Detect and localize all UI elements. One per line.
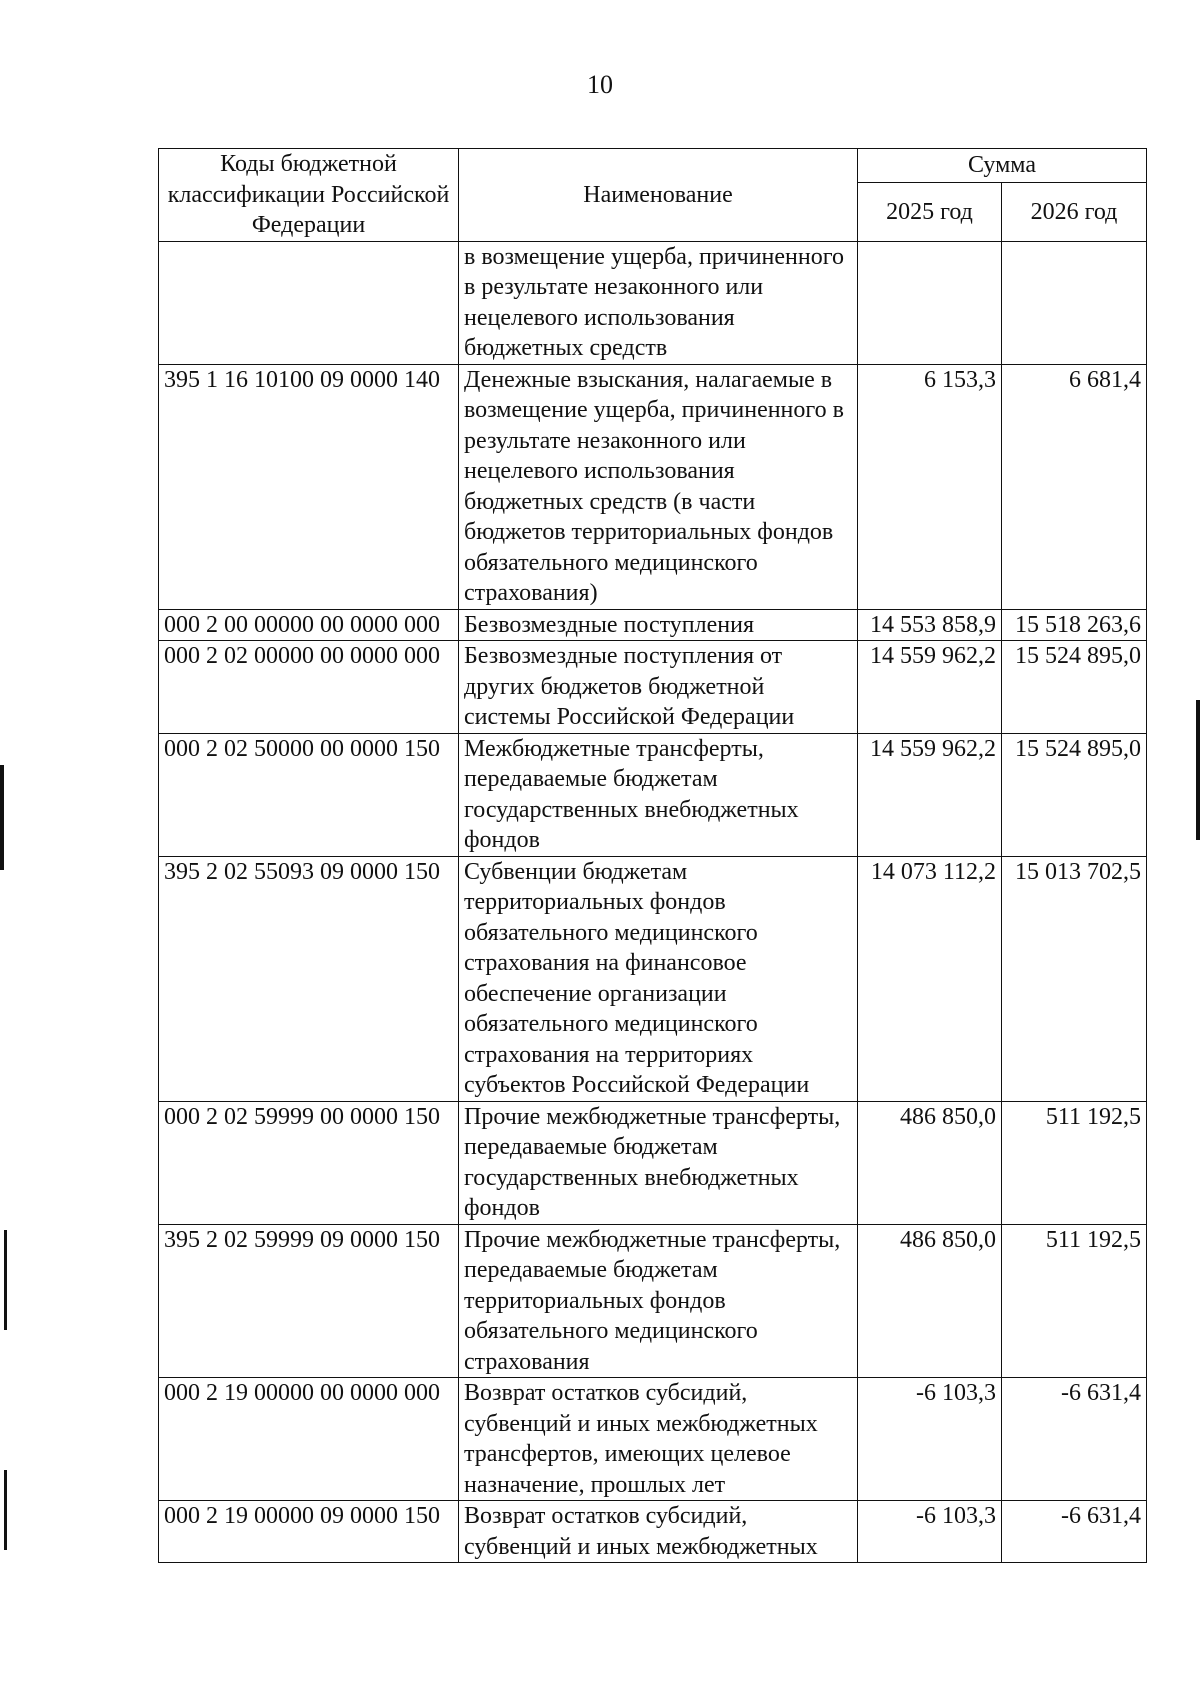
- row-code: 000 2 02 59999 00 0000 150: [159, 1101, 459, 1224]
- table-row: [159, 1378, 1147, 1501]
- row-name: Безвозмездные поступления от других бюджетов бюджетной системы Российской Федерации: [459, 641, 858, 734]
- table-row: [159, 1501, 1147, 1563]
- scan-margin-mark: [4, 1470, 7, 1550]
- row-amount-2026: 15 524 895,0: [1002, 641, 1147, 734]
- row-code: 000 2 02 00000 00 0000 000: [159, 641, 459, 734]
- table-body: [159, 241, 1147, 1563]
- row-name: Безвозмездные поступления: [459, 609, 858, 641]
- table-row: [159, 856, 1147, 1101]
- row-amount-2026: -6 631,4: [1002, 1378, 1147, 1501]
- table-row: [159, 641, 1147, 734]
- table-row: [159, 609, 1147, 641]
- scan-margin-mark: [0, 765, 4, 870]
- row-amount-2025: 486 850,0: [858, 1224, 1002, 1378]
- budget-table: [158, 148, 1147, 1563]
- row-amount-2026: 511 192,5: [1002, 1224, 1147, 1378]
- row-amount-2025: 6 153,3: [858, 364, 1002, 609]
- row-amount-2026: 15 013 702,5: [1002, 856, 1147, 1101]
- page-number: 10: [587, 70, 613, 99]
- row-name: Возврат остатков субсидий, субвенций и иных межбюджетных трансфертов, имеющих целевое назначение, прошлых лет: [459, 1378, 858, 1501]
- header-year-2026: 2026 год: [1002, 183, 1147, 241]
- row-code: 000 2 02 50000 00 0000 150: [159, 733, 459, 856]
- header-name: Наименование: [459, 149, 858, 242]
- row-amount-2026: 15 518 263,6: [1002, 609, 1147, 641]
- row-amount-2025: -6 103,3: [858, 1378, 1002, 1501]
- row-amount-2026: 6 681,4: [1002, 364, 1147, 609]
- row-amount-2025: 14 073 112,2: [858, 856, 1002, 1101]
- row-code: 000 2 00 00000 00 0000 000: [159, 609, 459, 641]
- header-year-2025: 2025 год: [858, 183, 1002, 241]
- row-amount-2025: -6 103,3: [858, 1501, 1002, 1563]
- scan-margin-mark: [1196, 700, 1200, 840]
- row-amount-2026: -6 631,4: [1002, 1501, 1147, 1563]
- header-code: Коды бюджетной классификации Российской Федерации: [159, 149, 459, 242]
- row-name: Прочие межбюджетные трансферты, передаваемые бюджетам территориальных фондов обязательного медицинского страхования: [459, 1224, 858, 1378]
- row-amount-2025: 14 559 962,2: [858, 733, 1002, 856]
- row-code: 395 1 16 10100 09 0000 140: [159, 364, 459, 609]
- row-amount-2025: 486 850,0: [858, 1101, 1002, 1224]
- row-name: в возмещение ущерба, причиненного в результате незаконного или нецелевого использования бюджетных средств: [459, 241, 858, 364]
- table-row: [159, 241, 1147, 364]
- row-name: Межбюджетные трансферты, передаваемые бюджетам государственных внебюджетных фондов: [459, 733, 858, 856]
- table-row: [159, 1101, 1147, 1224]
- table-row: [159, 364, 1147, 609]
- header-sum: Сумма: [858, 149, 1147, 183]
- row-amount-2026: [1002, 241, 1147, 364]
- row-amount-2026: 511 192,5: [1002, 1101, 1147, 1224]
- row-name: Возврат остатков субсидий, субвенций и иных межбюджетных: [459, 1501, 858, 1563]
- scan-margin-mark: [4, 1230, 7, 1330]
- row-code: [159, 241, 459, 364]
- table-header: [159, 149, 1147, 242]
- row-name: Субвенции бюджетам территориальных фондов обязательного медицинского страхования на финансовое обеспечение организации обязательного медицинского страхования на территориях субъектов Российской Федерации: [459, 856, 858, 1101]
- row-code: 000 2 19 00000 09 0000 150: [159, 1501, 459, 1563]
- row-name: Денежные взыскания, налагаемые в возмещение ущерба, причиненного в результате незаконного или нецелевого использования бюджетных средств (в части бюджетов территориальных фондов обязательного медицинского страхования): [459, 364, 858, 609]
- row-name: Прочие межбюджетные трансферты, передаваемые бюджетам государственных внебюджетных фондов: [459, 1101, 858, 1224]
- row-code: 395 2 02 55093 09 0000 150: [159, 856, 459, 1101]
- row-amount-2025: 14 553 858,9: [858, 609, 1002, 641]
- row-amount-2026: 15 524 895,0: [1002, 733, 1147, 856]
- row-code: 000 2 19 00000 00 0000 000: [159, 1378, 459, 1501]
- table-row: [159, 1224, 1147, 1378]
- table-row: [159, 733, 1147, 856]
- row-amount-2025: [858, 241, 1002, 364]
- row-code: 395 2 02 59999 09 0000 150: [159, 1224, 459, 1378]
- row-amount-2025: 14 559 962,2: [858, 641, 1002, 734]
